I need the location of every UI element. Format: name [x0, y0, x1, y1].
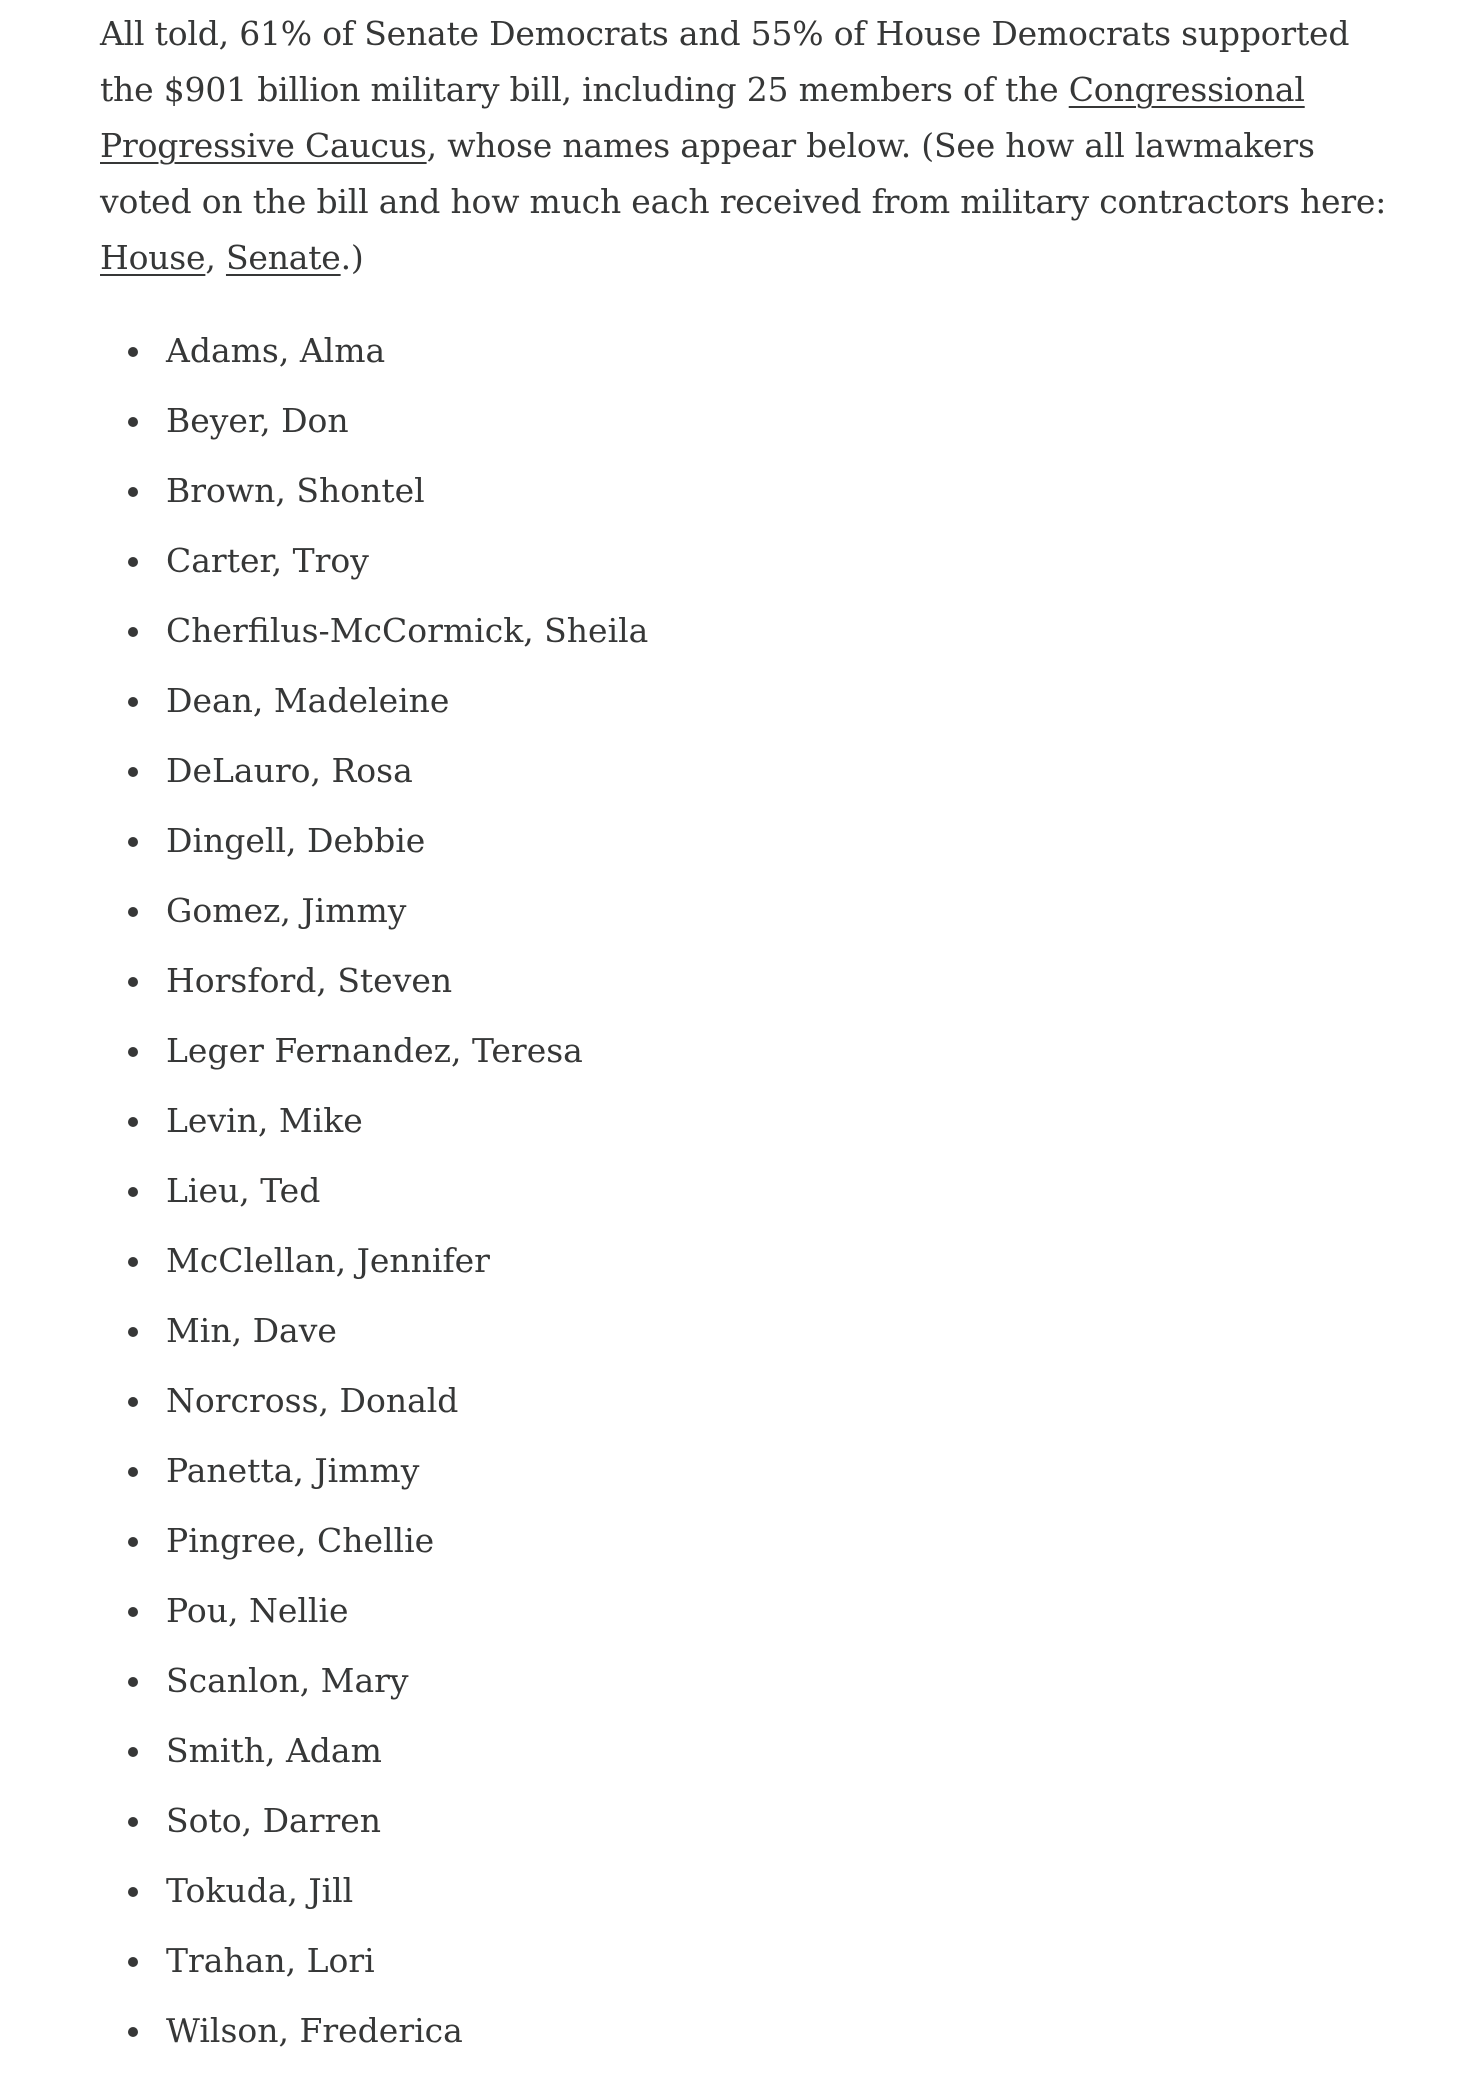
- bullet-icon: [128, 1957, 138, 1967]
- list-item: [100, 676, 1400, 746]
- member-name: Levin, Mike: [166, 1101, 363, 1140]
- bullet-icon: [128, 1887, 138, 1897]
- article-body: [100, 6, 1400, 2076]
- member-name: Cherfilus-McCormick, Sheila: [166, 611, 649, 650]
- bullet-icon: [128, 1747, 138, 1757]
- bullet-icon: [128, 627, 138, 637]
- list-item: [100, 1586, 1400, 1656]
- bullet-icon: [128, 907, 138, 917]
- list-item: [100, 956, 1400, 1026]
- list-item: [100, 606, 1400, 676]
- bullet-icon: [128, 1257, 138, 1267]
- congressional-progressive-caucus-link[interactable]: Congressional Progressive Caucus: [100, 70, 1305, 165]
- intro-paragraph: [100, 6, 1400, 286]
- bullet-icon: [128, 977, 138, 987]
- intro-text-3: ,: [205, 238, 226, 277]
- member-name: Wilson, Frederica: [166, 2011, 463, 2050]
- intro-text-1: All told, 61% of Senate Democrats and 55% of House Democrats supported the $901 billion military bill, including 25 members of the: [100, 14, 1350, 109]
- bullet-icon: [128, 417, 138, 427]
- member-name: Carter, Troy: [166, 541, 369, 580]
- member-name: Soto, Darren: [166, 1801, 382, 1840]
- bullet-icon: [128, 1467, 138, 1477]
- member-name: Panetta, Jimmy: [166, 1451, 420, 1490]
- list-item: [100, 816, 1400, 886]
- bullet-icon: [128, 1817, 138, 1827]
- member-name: Smith, Adam: [166, 1731, 382, 1770]
- member-name: Dean, Madeleine: [166, 681, 450, 720]
- list-item: [100, 1866, 1400, 1936]
- bullet-icon: [128, 1607, 138, 1617]
- list-item: [100, 1446, 1400, 1516]
- list-item: [100, 1726, 1400, 1796]
- list-item: [100, 1516, 1400, 1586]
- names-list: [100, 326, 1400, 2076]
- list-item: [100, 1936, 1400, 2006]
- member-name: Dingell, Debbie: [166, 821, 426, 860]
- list-item: [100, 1236, 1400, 1306]
- list-item: [100, 746, 1400, 816]
- member-name: Beyer, Don: [166, 401, 349, 440]
- bullet-icon: [128, 697, 138, 707]
- list-item: [100, 1376, 1400, 1446]
- list-item: [100, 1796, 1400, 1866]
- bullet-icon: [128, 837, 138, 847]
- list-item: [100, 1656, 1400, 1726]
- intro-text-4: .): [340, 238, 364, 277]
- member-name: Horsford, Steven: [166, 961, 453, 1000]
- member-name: Scanlon, Mary: [166, 1661, 409, 1700]
- bullet-icon: [128, 1187, 138, 1197]
- member-name: Pou, Nellie: [166, 1591, 349, 1630]
- senate-link[interactable]: Senate: [225, 238, 341, 277]
- bullet-icon: [128, 1327, 138, 1337]
- bullet-icon: [128, 1397, 138, 1407]
- member-name: Tokuda, Jill: [166, 1871, 354, 1910]
- list-item: [100, 1306, 1400, 1376]
- bullet-icon: [128, 557, 138, 567]
- member-name: Norcross, Donald: [166, 1381, 459, 1420]
- bullet-icon: [128, 1537, 138, 1547]
- member-name: Brown, Shontel: [166, 471, 425, 510]
- list-item: [100, 886, 1400, 956]
- bullet-icon: [128, 1047, 138, 1057]
- member-name: Gomez, Jimmy: [166, 891, 407, 930]
- member-name: Pingree, Chellie: [166, 1521, 435, 1560]
- bullet-icon: [128, 2027, 138, 2037]
- member-name: DeLauro, Rosa: [166, 751, 413, 790]
- member-name: Lieu, Ted: [166, 1171, 321, 1210]
- list-item: [100, 536, 1400, 606]
- member-name: Leger Fernandez, Teresa: [166, 1031, 583, 1070]
- member-name: Min, Dave: [166, 1311, 337, 1350]
- list-item: [100, 2006, 1400, 2076]
- list-item: [100, 1096, 1400, 1166]
- member-name: McClellan, Jennifer: [166, 1241, 490, 1280]
- member-name: Trahan, Lori: [166, 1941, 375, 1980]
- list-item: [100, 1166, 1400, 1236]
- bullet-icon: [128, 487, 138, 497]
- list-item: [100, 326, 1400, 396]
- list-item: [100, 466, 1400, 536]
- list-item: [100, 1026, 1400, 1096]
- bullet-icon: [128, 1117, 138, 1127]
- list-item: [100, 396, 1400, 466]
- house-link[interactable]: House: [100, 238, 206, 277]
- bullet-icon: [128, 1677, 138, 1687]
- intro-text-2: , whose names appear below. (See how all lawmakers voted on the bill and how much each received from military contractors here:: [100, 126, 1387, 221]
- bullet-icon: [128, 767, 138, 777]
- bullet-icon: [128, 347, 138, 357]
- member-name: Adams, Alma: [166, 331, 386, 370]
